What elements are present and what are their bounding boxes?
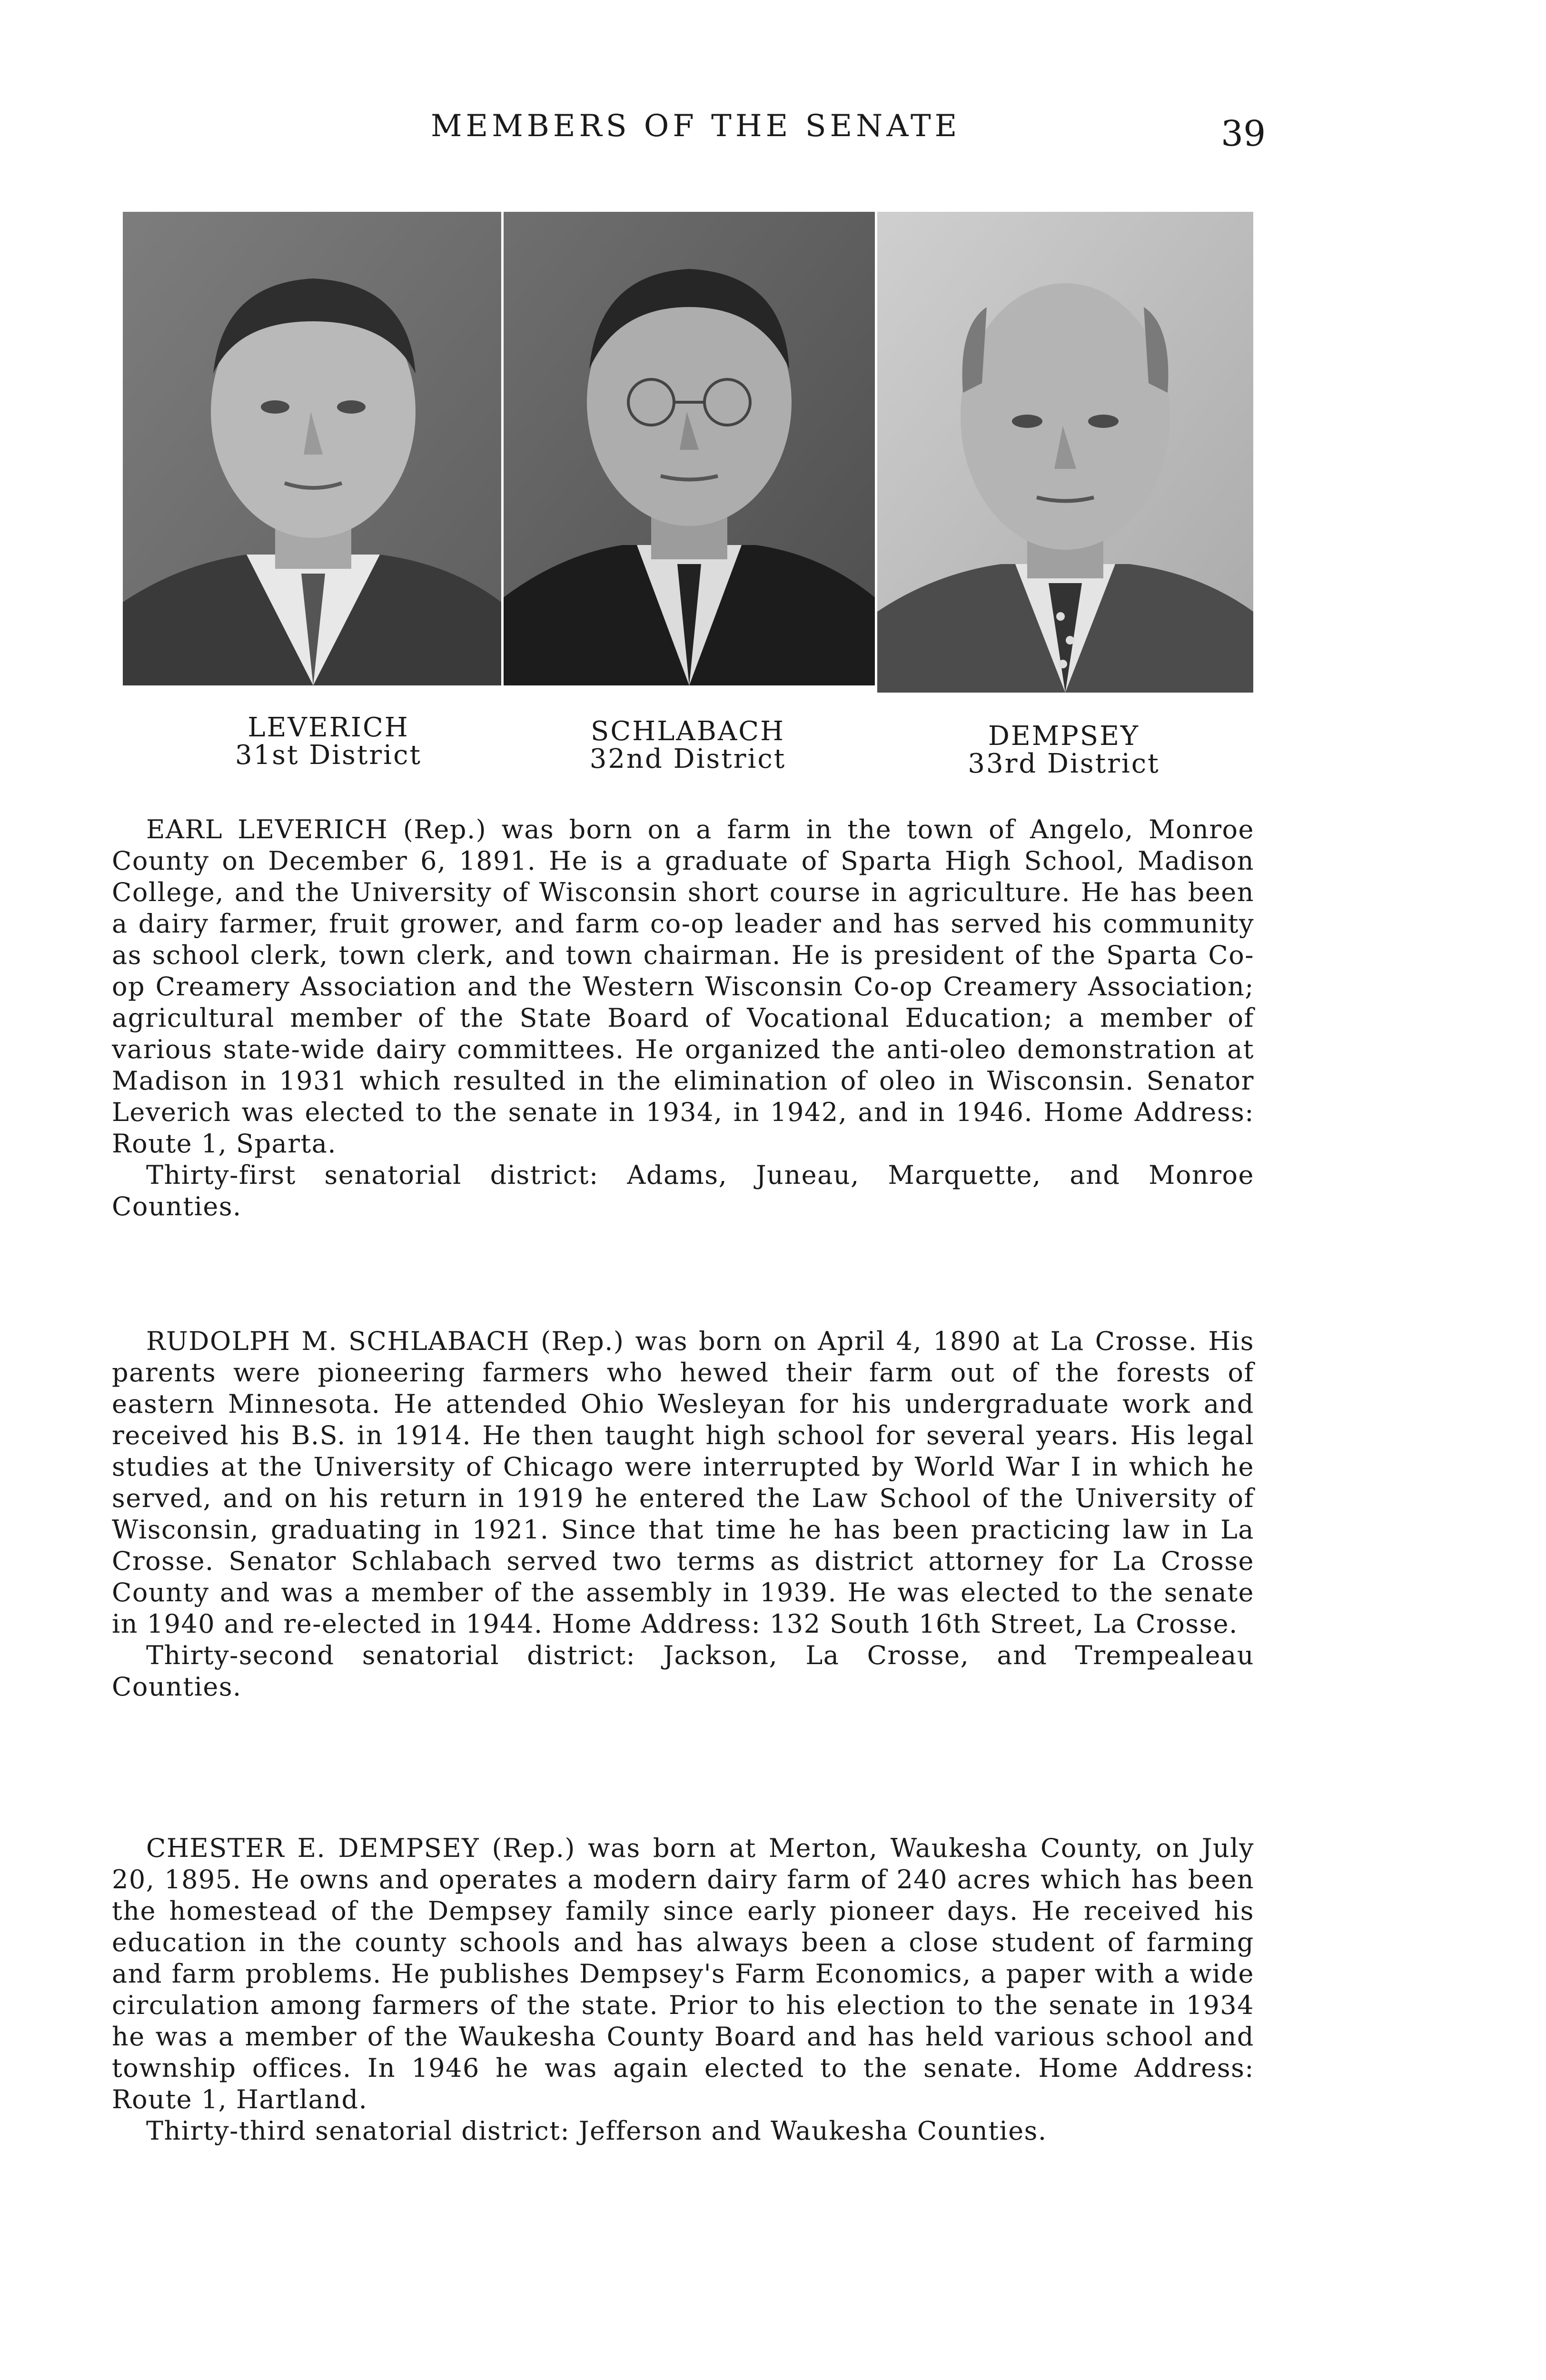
portrait-schlabach-image bbox=[504, 212, 875, 685]
bio-leverich bbox=[112, 814, 1254, 1222]
caption-district: 31st District bbox=[235, 740, 422, 771]
portrait-captions bbox=[0, 714, 1546, 785]
caption-schlabach bbox=[545, 718, 831, 773]
portrait-schlabach bbox=[504, 212, 875, 685]
bio-text: RUDOLPH M. SCHLABACH (Rep.) was born on April 4, 1890 at La Crosse. His parents were pioneering farmers who hewed their farm out of the forests of eastern Minnesota. He attended Ohio Wesleyan for his undergraduate work and received his B.S. in 1914. He then taught high school for several years. His legal studies at the University of Chicago were interrupted by World War I in which he served, and on his return in 1919 he entered the Law School of the University of Wisconsin, graduating in 1921. Since that time he has been practicing law in La Crosse. Senator Schlabach served two terms as district attorney for La Crosse County and was a member of the assembly in 1939. He was elected to the senate in 1940 and re-elected in 1944. Home Address: 132 South 16th Street, La Crosse. bbox=[112, 1326, 1254, 1639]
portrait-dempsey bbox=[877, 212, 1253, 693]
caption-name: DEMPSEY bbox=[988, 721, 1140, 752]
caption-name: LEVERICH bbox=[248, 712, 409, 743]
bio-text: CHESTER E. DEMPSEY (Rep.) was born at Merton, Waukesha County, on July 20, 1895. He owns and operates a modern dairy farm of 240 acres which has been the homestead of the Dempsey family since early pioneer days. He received his education in the county schools and has always been a close student of farming and farm problems. He publishes Dempsey's Farm Economics, a paper with a wide circulation among farmers of the state. Prior to his election to the senate in 1934 he was a member of the Waukesha County Board and has held various school and township offices. In 1946 he was again elected to the senate. Home Address: Route 1, Hartland. bbox=[112, 1833, 1254, 2114]
page-header bbox=[0, 109, 1546, 154]
portrait-leverich-image bbox=[123, 212, 501, 685]
bio-schlabach bbox=[112, 1326, 1254, 1703]
portrait-strip bbox=[123, 212, 1253, 693]
portrait-dempsey-image bbox=[877, 212, 1253, 693]
bio-district-line: Thirty-first senatorial district: Adams, Juneau, Marquette, and Monroe Counties. bbox=[112, 1160, 1254, 1221]
bio-district-line: Thirty-second senatorial district: Jackson, La Crosse, and Trempealeau Counties. bbox=[112, 1640, 1254, 1702]
page-number: 39 bbox=[1221, 113, 1266, 154]
bio-dempsey bbox=[112, 1833, 1254, 2147]
caption-dempsey bbox=[921, 723, 1207, 778]
bio-district-line: Thirty-third senatorial district: Jefferson and Waukesha Counties. bbox=[146, 2116, 1047, 2146]
page-title: MEMBERS OF THE SENATE bbox=[431, 109, 961, 144]
caption-name: SCHLABACH bbox=[591, 716, 785, 747]
caption-district: 32nd District bbox=[589, 744, 786, 774]
portrait-leverich bbox=[123, 212, 501, 685]
caption-leverich bbox=[186, 714, 471, 769]
bio-text: EARL LEVERICH (Rep.) was born on a farm in the town of Angelo, Monroe County on December 6, 1891. He is a graduate of Sparta High School, Madison College, and the University of Wisconsin short course in agriculture. He has been a dairy farmer, fruit grower, and farm co-op leader and has served his community as school clerk, town clerk, and town chairman. He is president of the Sparta Co-op Creamery Association and the Western Wisconsin Co-op Creamery Association; agricultural member of the State Board of Vocational Education; a member of various state-wide dairy committees. He organized the anti-oleo demonstration at Madison in 1931 which resulted in the elimination of oleo in Wisconsin. Senator Leverich was elected to the senate in 1934, in 1942, and in 1946. Home Address: Route 1, Sparta. bbox=[112, 814, 1254, 1159]
caption-district: 33rd District bbox=[968, 748, 1160, 779]
